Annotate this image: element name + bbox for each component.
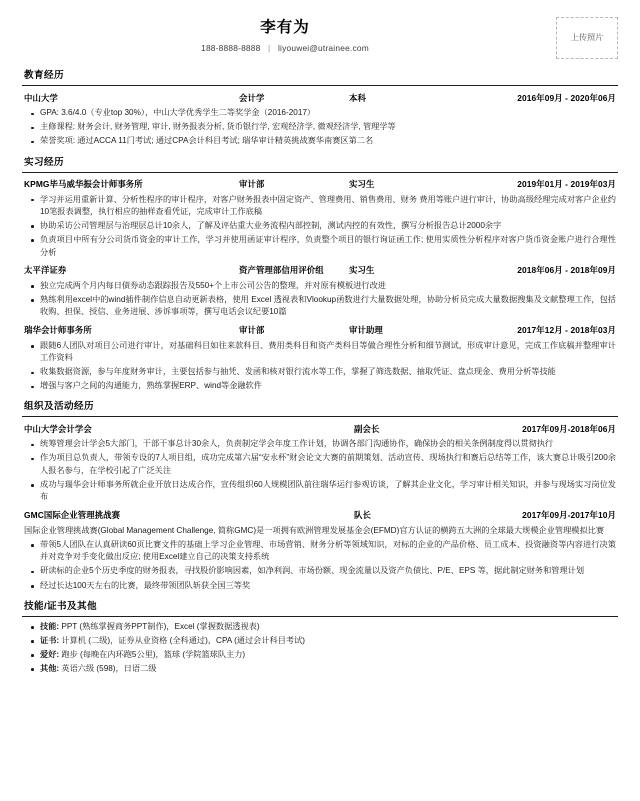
skill-label: 其他: — [40, 663, 60, 673]
list-item: 收集数据资源，参与年度财务审计，主要包括参与抽凭、发函和核对银行流水等工作，掌握了筛选数据、抽取凭证、盘点现金、费用分析等技能 — [22, 365, 618, 379]
skill-label: 证书: — [40, 635, 60, 645]
list-item — [22, 634, 618, 648]
entry — [22, 322, 618, 394]
skill-label: 爱好: — [40, 649, 60, 659]
entry-header-row — [22, 262, 618, 279]
entry-date-range: 2017年09月-2018年06月 — [522, 423, 616, 434]
entry-role: 本科 — [349, 92, 366, 103]
entry-bullet-list — [22, 193, 618, 260]
list-item: 研读标的企业5个历史季度的财务报表，寻找股价影响因素，如净利润、市场份额、现金流量以及资产负债比、P/E、EPS 等，据此制定财务和管理计划 — [22, 565, 618, 579]
entry-department: 资产管理部信用评价组 — [239, 265, 324, 276]
sections-container — [22, 67, 618, 676]
entry — [22, 420, 618, 504]
section-title-organization: 组织及活动经历 — [24, 401, 94, 413]
contact-line — [22, 42, 548, 54]
entry-date-range: 2019年01月 - 2019年03月 — [517, 179, 616, 190]
section-title-internship: 实习经历 — [24, 156, 64, 168]
list-item: 主修课程: 财务会计, 财务管理, 审计, 财务报表分析, 货币银行学, 宏观经济学, 微观经济学, 管理学等 — [22, 120, 618, 134]
list-item: 增强与客户之间的沟通能力，熟练掌握ERP、wind等金融软件 — [22, 379, 618, 393]
list-item: 学习并运用重新计算、分析性程序的审计程序，对客户财务报表中固定资产、管理费用、销售费用、财务 费用等账户进行审计，协助高级经理完成对客户企业约10笔报表调整，执行相应的抽样查看凭证，完成审计工作底稿 — [22, 193, 618, 220]
entry-bullet-list — [22, 106, 618, 148]
entry-date-range: 2018年06月 - 2018年09月 — [517, 265, 616, 276]
entry-organization: GMC国际企业管理挑战赛 — [24, 510, 121, 521]
entry-organization: 中山大学会计学会 — [24, 423, 92, 434]
skill-value: 跑步 (每晚在内环跑5公里)，篮球 (学院篮球队主力) — [59, 649, 246, 659]
skill-label: 技能: — [40, 621, 60, 631]
list-item: 负责项目中所有分公司货币资金的审计工作，学习并使用函证审计程序，负责整个项目的银行询证函工作; 使用实质性分析程序对客户货币资金账户进行合理性分析 — [22, 233, 618, 260]
entry-organization: 太平洋证券 — [24, 265, 67, 276]
list-item: 经过长达100天左右的比赛，最终带领团队斩获全国三等奖 — [22, 579, 618, 593]
entry-description: 国际企业管理挑战赛(Global Management Challenge, 简称GMC)是一项拥有欧洲管理发展基金会(EFMD)官方认证的横跨五大洲的全球最大规模企业管理模拟比赛 — [24, 525, 605, 535]
list-item — [22, 620, 618, 634]
phone-number: 188-8888-8888 — [201, 43, 261, 54]
entry — [22, 262, 618, 320]
list-item: 成功与瑞华会计师事务所就企业开放日达成合作，宣传组织60人规模团队前往瑞华运行参观访谈，了解其企业文化，学习审计相关知识，并参与现场实习岗位发布 — [22, 478, 618, 505]
entry-bullet-list — [22, 438, 618, 505]
entry-bullet-list — [22, 279, 618, 320]
entry-department: 会计学 — [239, 92, 265, 103]
entry-role: 审计助理 — [349, 325, 383, 336]
list-item: 带领5人团队在认真研读60页比赛文件的基础上学习企业管理、市场营销、财务分析等领域知识，对标的企业的产品价格、员工成本、投资融资等内容进行决策并对竞争对手变化做出反应; 使用Excel建立自己的决策支持系统 — [22, 538, 618, 565]
entry-header-row — [22, 176, 618, 193]
entry-department: 审计部 — [239, 325, 265, 336]
entry-role: 队长 — [354, 510, 371, 521]
entry-date-range: 2017年09月-2017年10月 — [522, 510, 616, 521]
entry-date-range: 2016年09月 - 2020年06月 — [517, 92, 616, 103]
skill-value: 计算机 (二级)，证券从业资格 (全科通过)，CPA (通过会计科目考试) — [59, 635, 306, 645]
section-divider — [22, 172, 618, 173]
section-organization — [22, 398, 618, 592]
entry-bullet-list — [22, 538, 618, 593]
entry-header-row — [22, 507, 618, 524]
entry-role: 实习生 — [349, 265, 375, 276]
skill-value: PPT (熟练掌握商务PPT制作)，Excel (掌握数据透视表) — [59, 621, 260, 631]
list-item: 跟随6人团队对项目公司进行审计，对基础科目如往来款科目、费用类科目和资产类科目等做合理性分析和细节测试，形成审计意见，完成工作底稿并整理审计工作资料 — [22, 339, 618, 366]
entry-department: 审计部 — [239, 179, 265, 190]
entry-bullet-list — [22, 339, 618, 394]
entry-header-row — [22, 322, 618, 339]
contact-separator: | — [268, 43, 271, 54]
list-item: GPA: 3.6/4.0（专业top 30%），中山大学优秀学生二等奖学金（2016-2017） — [22, 106, 618, 120]
entry-organization: KPMG毕马威华振会计师事务所 — [24, 179, 143, 190]
section-title-education: 教育经历 — [24, 70, 64, 82]
entry-organization: 中山大学 — [24, 92, 58, 103]
entry-date-range: 2017年12月 - 2018年03月 — [517, 325, 616, 336]
list-item: 独立完成两个月内每日债券动态跟踪报告及550+个上市公司公告的整理，并对原有模板进行改进 — [22, 279, 618, 293]
section-skills — [22, 598, 618, 676]
list-item: 协助采访公司管理层与治理层总计10余人，了解及评估重大业务流程内部控制，测试内控的有效性，撰写分析报告总计2000余字 — [22, 219, 618, 233]
list-item: 作为项目总负责人，带领专设的7人项目组，成功完成第六届“安永杯”财会论文大赛的前期策划、活动宣传、现场执行和赛后总结等工作，该大赛总计吸引200余人报名参与，在学校引起了广泛关注 — [22, 452, 618, 479]
entry-organization: 瑞华会计师事务所 — [24, 325, 92, 336]
upload-photo-label: 上传照片 — [570, 33, 604, 43]
email-address: liyouwei@utrainee.com — [277, 43, 369, 54]
section-internship — [22, 154, 618, 394]
list-item — [22, 648, 618, 662]
skills-list — [22, 620, 618, 676]
resume-header — [22, 0, 618, 62]
list-item: 荣誉奖项: 通过ACCA 11门考试; 通过CPA会计科目考试; 瑞华审计精英挑战赛华南赛区第二名 — [22, 135, 618, 149]
entry — [22, 176, 618, 260]
entry-role: 副会长 — [354, 423, 380, 434]
entry-role: 实习生 — [349, 179, 375, 190]
entry — [22, 507, 618, 593]
section-divider — [22, 416, 618, 417]
section-title-skills: 技能/证书及其他 — [24, 600, 98, 612]
skill-value: 英语六级 (598)，日语二级 — [59, 663, 157, 673]
list-item — [22, 662, 618, 676]
section-divider — [22, 85, 618, 86]
upload-photo-button[interactable] — [556, 17, 618, 59]
entry-header-row — [22, 420, 618, 437]
section-divider — [22, 616, 618, 617]
section-education — [22, 67, 618, 148]
identity-block — [22, 18, 618, 54]
entry-header-row — [22, 89, 618, 106]
page-title: 李有为 — [260, 19, 310, 36]
list-item: 熟练利用excel中的wind插件制作信息自动更新表格，使用 Excel 透视表和Vlookup函数进行大量数据处理，协助分析员完成大量数据搜集及文献整理工作，包括收购、担保、授信、业务进展、涉诉事项等，撰写电话会议纪要10篇 — [22, 293, 618, 320]
list-item: 统筹管理会计学会5大部门，干部干事总计30余人，负责制定学会年度工作计划，协调各部门沟通协作，确保协会的相关条例制度得以贯彻执行 — [22, 438, 618, 452]
entry — [22, 89, 618, 148]
